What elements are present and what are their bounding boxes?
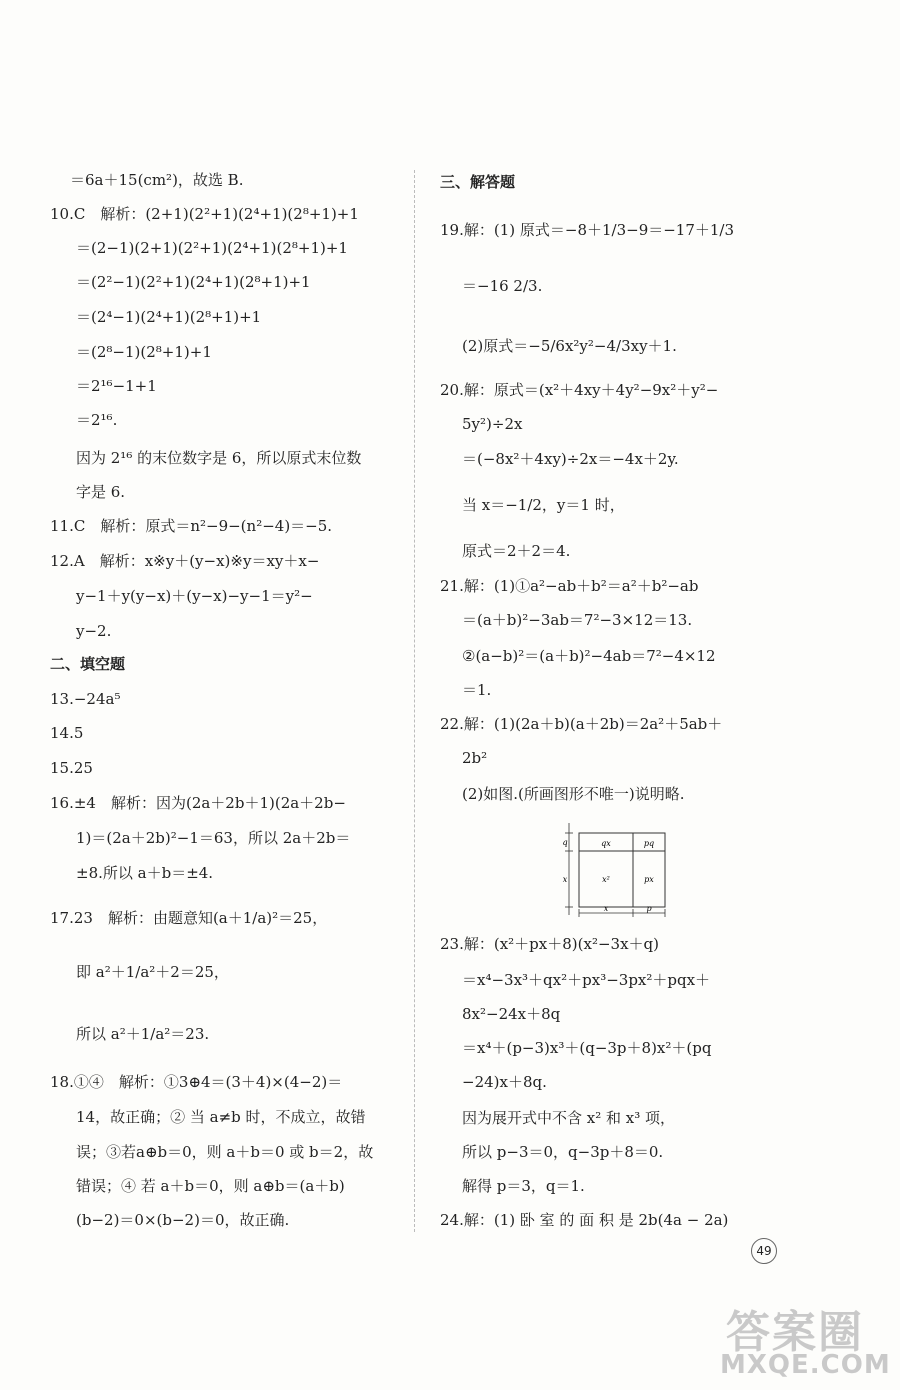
text-line: 即 a²＋1/a²＋2＝25，	[76, 963, 229, 981]
text-line: 12.A 解析：x※y＋(y−x)※y＝xy＋x−	[50, 552, 320, 570]
text-line: 15.25	[50, 759, 93, 777]
text-line: 所以 p−3＝0，q−3p＋8＝0.	[462, 1143, 664, 1161]
text-line: ＝−16 2/3.	[462, 277, 543, 295]
text-line: 11.C 解析：原式＝n²−9−(n²−4)＝−5.	[50, 517, 333, 535]
text-line: 5y²)÷2x	[462, 415, 523, 433]
text-line: 错误；④ 若 a＋b＝0，则 a⊕b＝(a＋b)	[76, 1177, 345, 1195]
text-line: 1)＝(2a＋2b)²−1＝63，所以 2a＋2b＝	[76, 829, 351, 847]
text-line: 23.解：(x²＋px＋8)(x²−3x＋q)	[440, 935, 659, 953]
text-line: −24)x＋8q.	[462, 1073, 547, 1091]
text-line: 18.①④ 解析：①3⊕4＝(3＋4)×(4−2)＝	[50, 1073, 343, 1091]
text-line: y−1＋y(y−x)＋(y−x)−y−1＝y²−	[76, 587, 313, 605]
figure-cell-x2: x²	[602, 875, 610, 884]
text-line: ＝(2²−1)(2²+1)(2⁴+1)(2⁸+1)+1	[76, 273, 311, 291]
text-line: ＝1.	[462, 681, 492, 699]
text-line: (2)原式＝−5/6x²y²−4/3xy＋1.	[462, 337, 677, 355]
text-line: 原式＝2＋2＝4.	[462, 542, 571, 560]
text-line: 所以 a²＋1/a²＝23.	[76, 1025, 210, 1043]
text-line: y−2.	[76, 622, 112, 640]
text-line: ＝(−8x²＋4xy)÷2x＝−4x＋2y.	[462, 450, 679, 468]
figure-label-bottom-x: x	[603, 904, 609, 913]
text-line: 当 x＝−1/2，y＝1 时，	[462, 496, 625, 514]
watermark-english: MXQE.COM	[720, 1350, 891, 1380]
text-line: 21.解：(1)①a²−ab＋b²＝a²＋b²−ab	[440, 577, 699, 595]
text-line: 16.±4 解析：因为(2a＋2b＋1)(2a＋2b−	[50, 794, 346, 812]
figure-cell-pq: pq	[643, 839, 655, 848]
text-line: (2)如图.(所画图形不唯一)说明略.	[462, 785, 685, 803]
text-line: ＝(2⁴−1)(2⁴+1)(2⁸+1)+1	[76, 308, 262, 326]
text-line: ＝x⁴＋(p−3)x³＋(q−3p＋8)x²＋(pq	[462, 1039, 712, 1057]
text-line: 误；③若a⊕b＝0，则 a＋b＝0 或 b＝2，故	[76, 1143, 374, 1161]
text-line: ＝2¹⁶.	[76, 411, 118, 429]
figure-label-bottom-p: p	[646, 904, 652, 913]
text-line: ＝6a＋15(cm²)，故选 B.	[70, 171, 244, 189]
text-line: 20.解：原式＝(x²＋4xy＋4y²−9x²＋y²−	[440, 381, 719, 399]
area-model-figure	[555, 815, 675, 925]
text-line: 因为 2¹⁶ 的末位数字是 6，所以原式末位数	[76, 449, 362, 467]
text-line: ±8.所以 a＋b＝±4.	[76, 864, 214, 882]
section-heading: 三、解答题	[440, 173, 516, 191]
text-line: ＝(2⁸−1)(2⁸+1)+1	[76, 343, 212, 361]
text-line: ＝(a＋b)²−3ab＝7²−3×12＝13.	[462, 611, 693, 629]
text-line: 2b²	[462, 749, 488, 767]
text-line: ＝x⁴−3x³＋qx²＋px³−3px²＋pqx＋	[462, 971, 711, 989]
watermark-logo	[718, 1296, 893, 1386]
page-number: 49	[751, 1238, 777, 1264]
figure-label-x: x	[562, 875, 568, 884]
figure-cell-qx: qx	[601, 839, 611, 848]
text-line: 13.−24a⁵	[50, 690, 121, 708]
text-line: ②(a−b)²＝(a＋b)²−4ab＝7²−4×12	[462, 647, 716, 665]
text-line: 24.解：(1) 卧 室 的 面 积 是 2b(4a − 2a)	[440, 1211, 729, 1229]
text-line: 19.解：(1) 原式＝−8＋1/3−9＝−17＋1/3	[440, 221, 735, 239]
text-line: (b−2)＝0×(b−2)＝0，故正确.	[76, 1211, 290, 1229]
text-line: 14，故正确；② 当 a≠b 时，不成立，故错	[76, 1108, 366, 1126]
text-line: 字是 6.	[76, 483, 126, 501]
text-line: 17.23 解析：由题意知(a＋1/a)²＝25，	[50, 909, 328, 927]
column-divider	[414, 170, 415, 1232]
text-line: 10.C 解析：(2+1)(2²+1)(2⁴+1)(2⁸+1)+1	[50, 205, 359, 223]
text-line: 22.解：(1)(2a＋b)(a＋2b)＝2a²＋5ab＋	[440, 715, 723, 733]
text-line: 解得 p＝3，q＝1.	[462, 1177, 585, 1195]
section-heading: 二、填空题	[50, 655, 126, 673]
figure-label-q: q	[562, 838, 568, 847]
figure-cell-px: px	[644, 875, 654, 884]
text-line: ＝(2−1)(2+1)(2²+1)(2⁴+1)(2⁸+1)+1	[76, 239, 348, 257]
text-line: 14.5	[50, 724, 84, 742]
watermark-chinese: 答案圈	[726, 1307, 864, 1358]
text-line: ＝2¹⁶−1+1	[76, 377, 157, 395]
text-line: 8x²−24x＋8q	[462, 1005, 561, 1023]
text-line: 因为展开式中不含 x² 和 x³ 项，	[462, 1109, 676, 1127]
